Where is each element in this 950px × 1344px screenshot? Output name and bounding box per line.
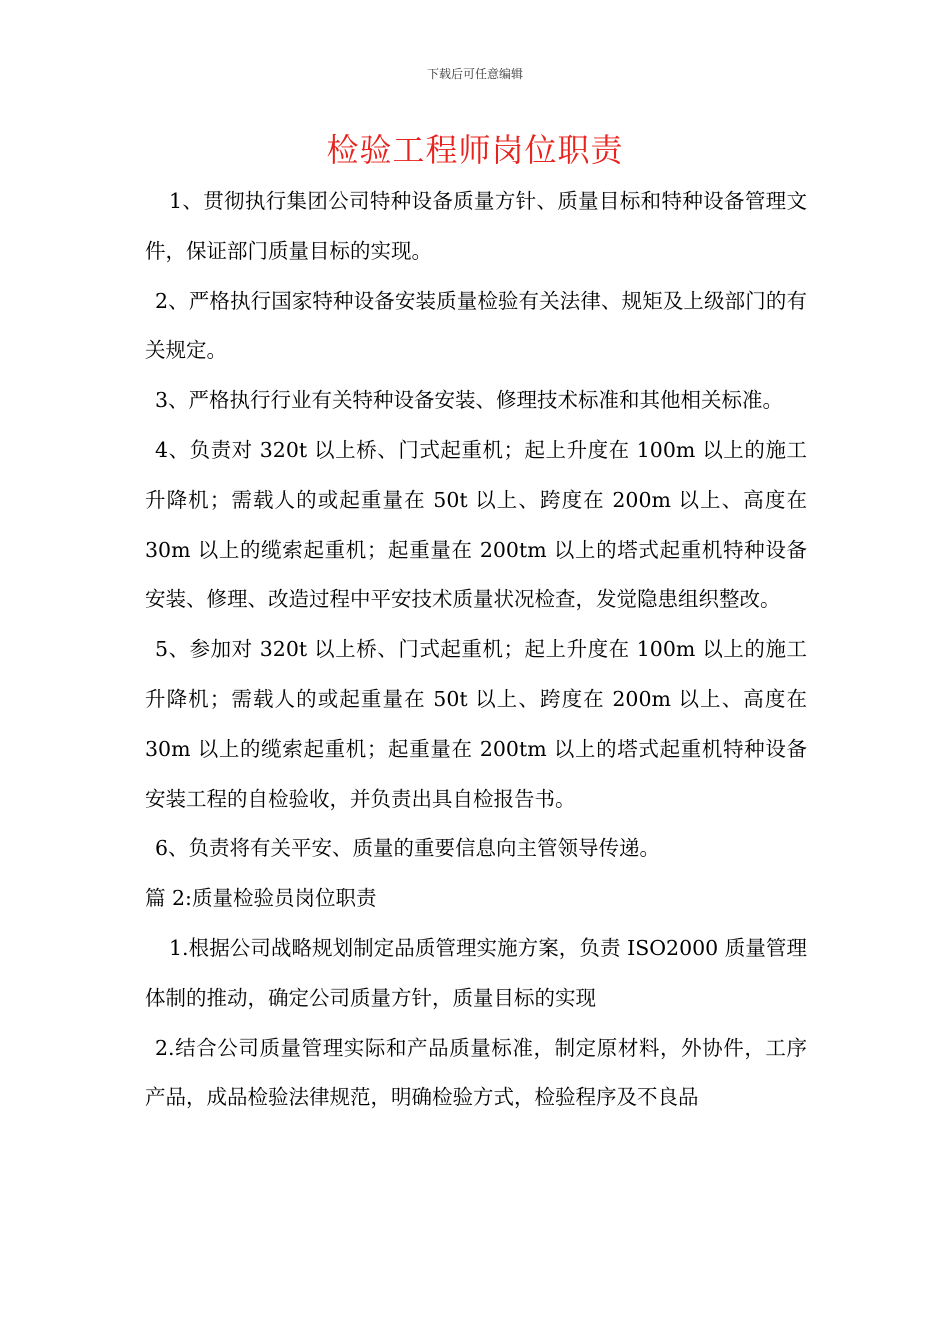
document-body bbox=[145, 177, 807, 1123]
qc-duty-item-1: 1.根据公司战略规划制定品质管理实施方案，负责 ISO2000 质量管理体制的推动，确定公司质量方针，质量目标的实现 bbox=[145, 935, 807, 1010]
duty-item-4: 4、负责对 320t 以上桥、门式起重机；起上升度在 100m 以上的施工升降机；需载人的或起重量在 50t 以上、跨度在 200m 以上、高度在 30m 以上的缆索起重机；起重量在 200tm 以上的塔式起重机特种设备安装、修理、改造过程中平安技术质量状况检查，发觉隐患组织整改。 bbox=[145, 437, 807, 612]
duty-item-1: 1、贯彻执行集团公司特种设备质量方针、质量目标和特种设备管理文件，保证部门质量目标的实现。 bbox=[145, 189, 807, 263]
header-note: 下载后可任意编辑 bbox=[426, 67, 523, 81]
duty-item-6: 6、负责将有关平安、质量的重要信息向主管领导传递。 bbox=[155, 836, 661, 861]
document-title: 检验工程师岗位职责 bbox=[326, 131, 624, 169]
qc-duty-item-2: 2.结合公司质量管理实际和产品质量标准，制定原材料，外协件，工序产品，成品检验法律规范，明确检验方式，检验程序及不良品 bbox=[145, 1035, 807, 1110]
duty-item-2: 2、严格执行国家特种设备安装质量检验有关法律、规矩及上级部门的有关规定。 bbox=[145, 288, 807, 363]
section-heading: 篇 2:质量检验员岗位职责 bbox=[145, 886, 377, 911]
duty-item-3: 3、严格执行行业有关特种设备安装、修理技术标准和其他相关标准。 bbox=[155, 388, 784, 413]
duty-item-5: 5、参加对 320t 以上桥、门式起重机；起上升度在 100m 以上的施工升降机；需载人的或起重量在 50t 以上、跨度在 200m 以上、高度在 30m 以上的缆索起重机；起重量在 200tm 以上的塔式起重机特种设备安装工程的自检验收，并负责出具自检报告书。 bbox=[145, 637, 807, 811]
